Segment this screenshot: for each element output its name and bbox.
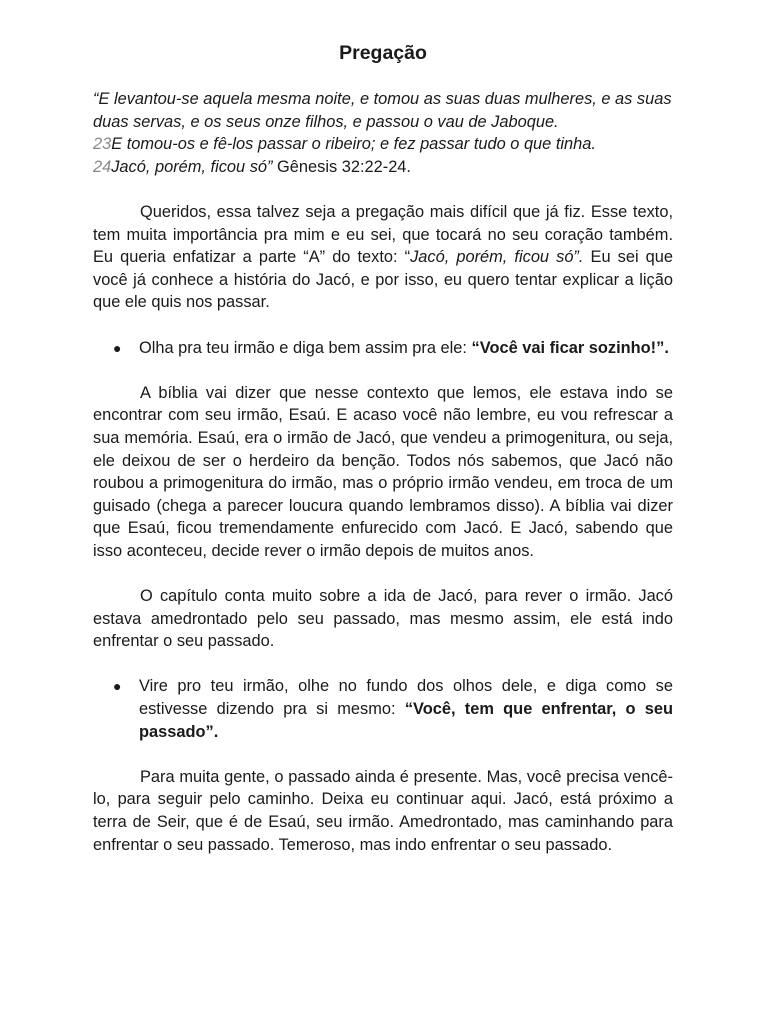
bullet-list-1 (93, 337, 673, 360)
bullet-list-2 (93, 675, 673, 743)
paragraph-past: Para muita gente, o passado ainda é presente. Mas, você precisa vencê-lo, para seguir pelo caminho. Deixa eu continuar aqui. Jacó, está próximo a terra de Seir, que é de Esaú, seu irmão. Amedrontado, mas caminhando para enfrentar o seu passado. Temeroso, mas indo enfrentar o seu passado. (93, 767, 673, 854)
paragraph-context: A bíblia vai dizer que nesse contexto que lemos, ele estava indo se encontrar com seu irmão, Esaú. E acaso você não lembre, eu vou refrescar a sua memória. Esaú, era o irmão de Jacó, que vendeu a primogenitura, ou seja, ele deixou de ser o herdeiro da benção. Todos nós sabemos, que Jacó não roubou a primogenitura do irmão, mas o próprio irmão vendeu, em troca de um guisado (chega a parecer loucura quando lembramos disso). A bíblia vai dizer que Esaú, ficou tremendamente enfurecido com Jacó. E Jacó, sabendo que isso aconteceu, decide rever o irmão depois de muitos anos. (93, 383, 673, 560)
paragraph-intro (93, 201, 673, 314)
epigraph-verse-24: Jacó, porém, ficou só” (111, 157, 273, 176)
list-item (93, 675, 673, 743)
verse-number-24: 24 (93, 157, 112, 176)
bullet-bold-text: “Você vai ficar sozinho!”. (471, 338, 669, 357)
paragraph-intro-emphasis: Jacó, porém, ficou só”. (410, 248, 584, 267)
scripture-epigraph (93, 88, 673, 178)
bullet-icon: ● (113, 339, 122, 356)
epigraph-verse-23: E tomou-os e fê-los passar o ribeiro; e fez passar tudo o que tinha. (111, 135, 596, 154)
page-title: Pregação (339, 42, 427, 64)
bullet-icon: ● (113, 678, 122, 695)
document-page (93, 40, 673, 856)
bullet-bold-text: “Você, tem que enfrentar, o seu passado”. (139, 700, 674, 741)
bullet-text: Olha pra teu irmão e diga bem assim pra ele: (139, 338, 472, 357)
paragraph-intro-text-a: Queridos, essa talvez seja a pregação mais difícil que já fiz. Esse texto, tem muita importância pra mim e eu sei, que tocará no seu coração também. Eu queria enfatizar a parte “A” do texto: “ (93, 202, 673, 267)
list-item (93, 337, 673, 360)
paragraph-chapter: O capítulo conta muito sobre a ida de Jacó, para rever o irmão. Jacó estava amedrontado pelo seu passado, mas mesmo assim, ele está indo enfrentar o seu passado. (93, 587, 673, 651)
scripture-reference: Gênesis 32:22-24. (272, 157, 411, 176)
bullet-text: Vire pro teu irmão, olhe no fundo dos olhos dele, e diga como se estivesse dizendo pra si mesmo: (139, 677, 673, 719)
epigraph-verse-22: “E levantou-se aquela mesma noite, e tomou as suas duas mulheres, e as suas duas servas, e os seus onze filhos, e passou o vau de Jaboque. (93, 90, 672, 131)
verse-number-23: 23 (93, 135, 112, 154)
paragraph-intro-text-b: Eu sei que você já conhece a história do Jacó, e por isso, eu quero tentar explicar a lição que ele quis nos passar. (93, 248, 673, 312)
